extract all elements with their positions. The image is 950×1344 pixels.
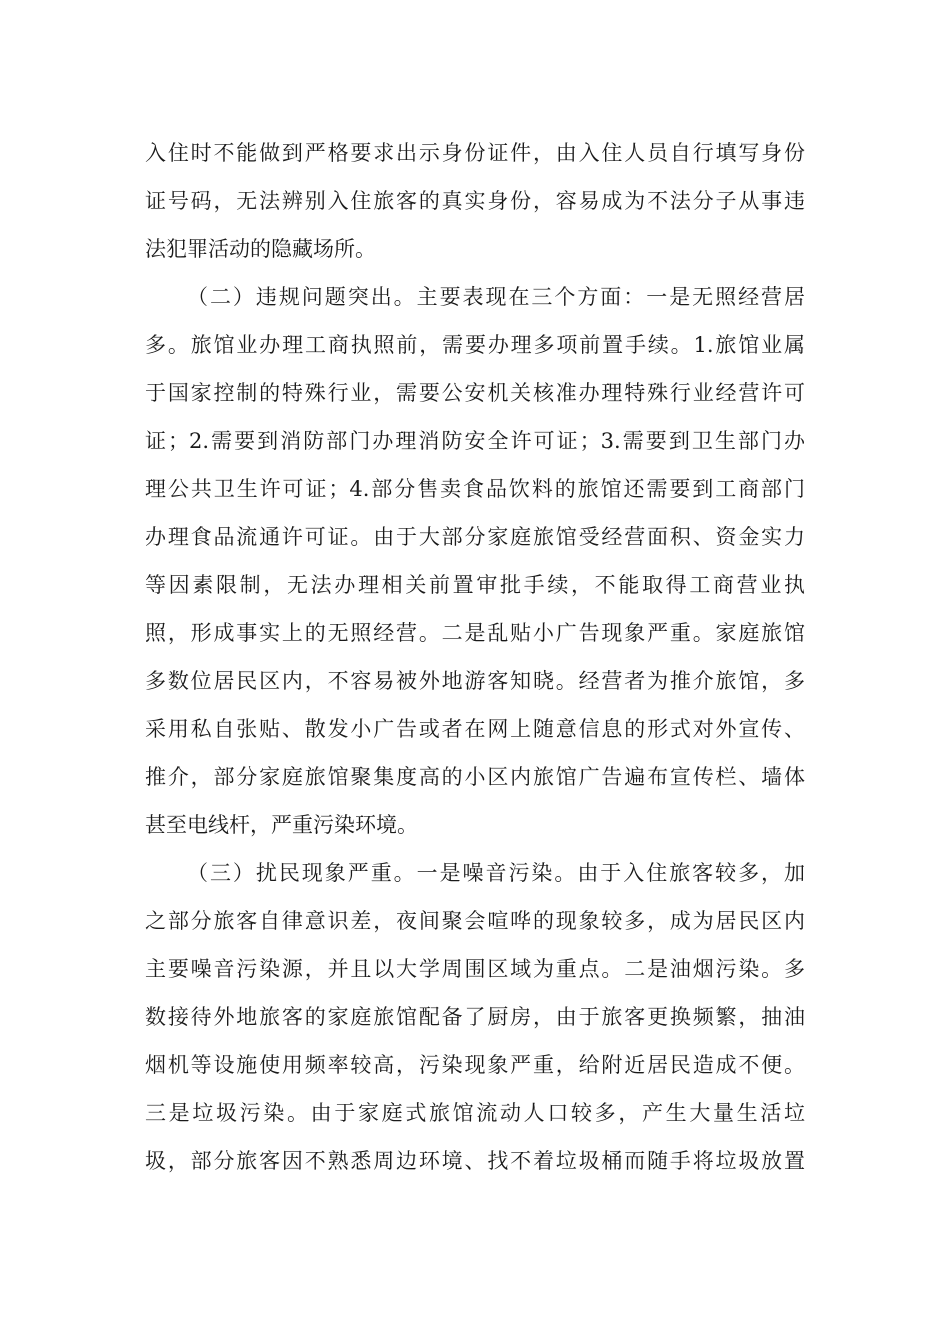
text-line: 三是垃圾污染。由于家庭式旅馆流动人口较多，产生大量生活垃 bbox=[145, 1101, 805, 1125]
text-line: 采用私自张贴、散发小广告或者在网上随意信息的形式对外宣传、 bbox=[145, 717, 805, 741]
text-line: 推介，部分家庭旅馆聚集度高的小区内旅馆广告遍布宣传栏、墙体 bbox=[145, 765, 805, 789]
text-line: 多。旅馆业办理工商执照前，需要办理多项前置手续。1.旅馆业属 bbox=[145, 333, 805, 357]
text-line: 等因素限制，无法办理相关前置审批手续，不能取得工商营业执 bbox=[145, 573, 805, 597]
text-line: 证；2.需要到消防部门办理消防安全许可证；3.需要到卫生部门办 bbox=[145, 429, 805, 453]
text-line: 烟机等设施使用频率较高，污染现象严重，给附近居民造成不便。 bbox=[145, 1053, 805, 1077]
paragraph-first-line: （三）扰民现象严重。一是噪音污染。由于入住旅客较多，加 bbox=[187, 861, 805, 885]
text-line: 证号码，无法辨别入住旅客的真实身份，容易成为不法分子从事违 bbox=[145, 189, 805, 213]
text-line: 于国家控制的特殊行业，需要公安机关核准办理特殊行业经营许可 bbox=[145, 381, 805, 405]
text-line: 入住时不能做到严格要求出示身份证件，由入住人员自行填写身份 bbox=[145, 141, 805, 165]
text-line: 数接待外地旅客的家庭旅馆配备了厨房，由于旅客更换频繁，抽油 bbox=[145, 1005, 805, 1029]
text-line: 办理食品流通许可证。由于大部分家庭旅馆受经营面积、资金实力 bbox=[145, 525, 805, 549]
text-line: 照，形成事实上的无照经营。二是乱贴小广告现象严重。家庭旅馆 bbox=[145, 621, 805, 645]
text-line: 理公共卫生许可证；4.部分售卖食品饮料的旅馆还需要到工商部门 bbox=[145, 477, 805, 501]
text-line: 多数位居民区内，不容易被外地游客知晓。经营者为推介旅馆，多 bbox=[145, 669, 805, 693]
paragraph-first-line: （二）违规问题突出。主要表现在三个方面：一是无照经营居 bbox=[187, 285, 805, 309]
text-line: 圾，部分旅客因不熟悉周边环境、找不着垃圾桶而随手将垃圾放置 bbox=[145, 1149, 805, 1173]
text-line: 之部分旅客自律意识差，夜间聚会喧哗的现象较多，成为居民区内 bbox=[145, 909, 805, 933]
text-line: 法犯罪活动的隐藏场所。 bbox=[145, 237, 376, 261]
text-line: 甚至电线杆，严重污染环境。 bbox=[145, 813, 418, 837]
text-line: 主要噪音污染源，并且以大学周围区域为重点。二是油烟污染。多 bbox=[145, 957, 805, 981]
